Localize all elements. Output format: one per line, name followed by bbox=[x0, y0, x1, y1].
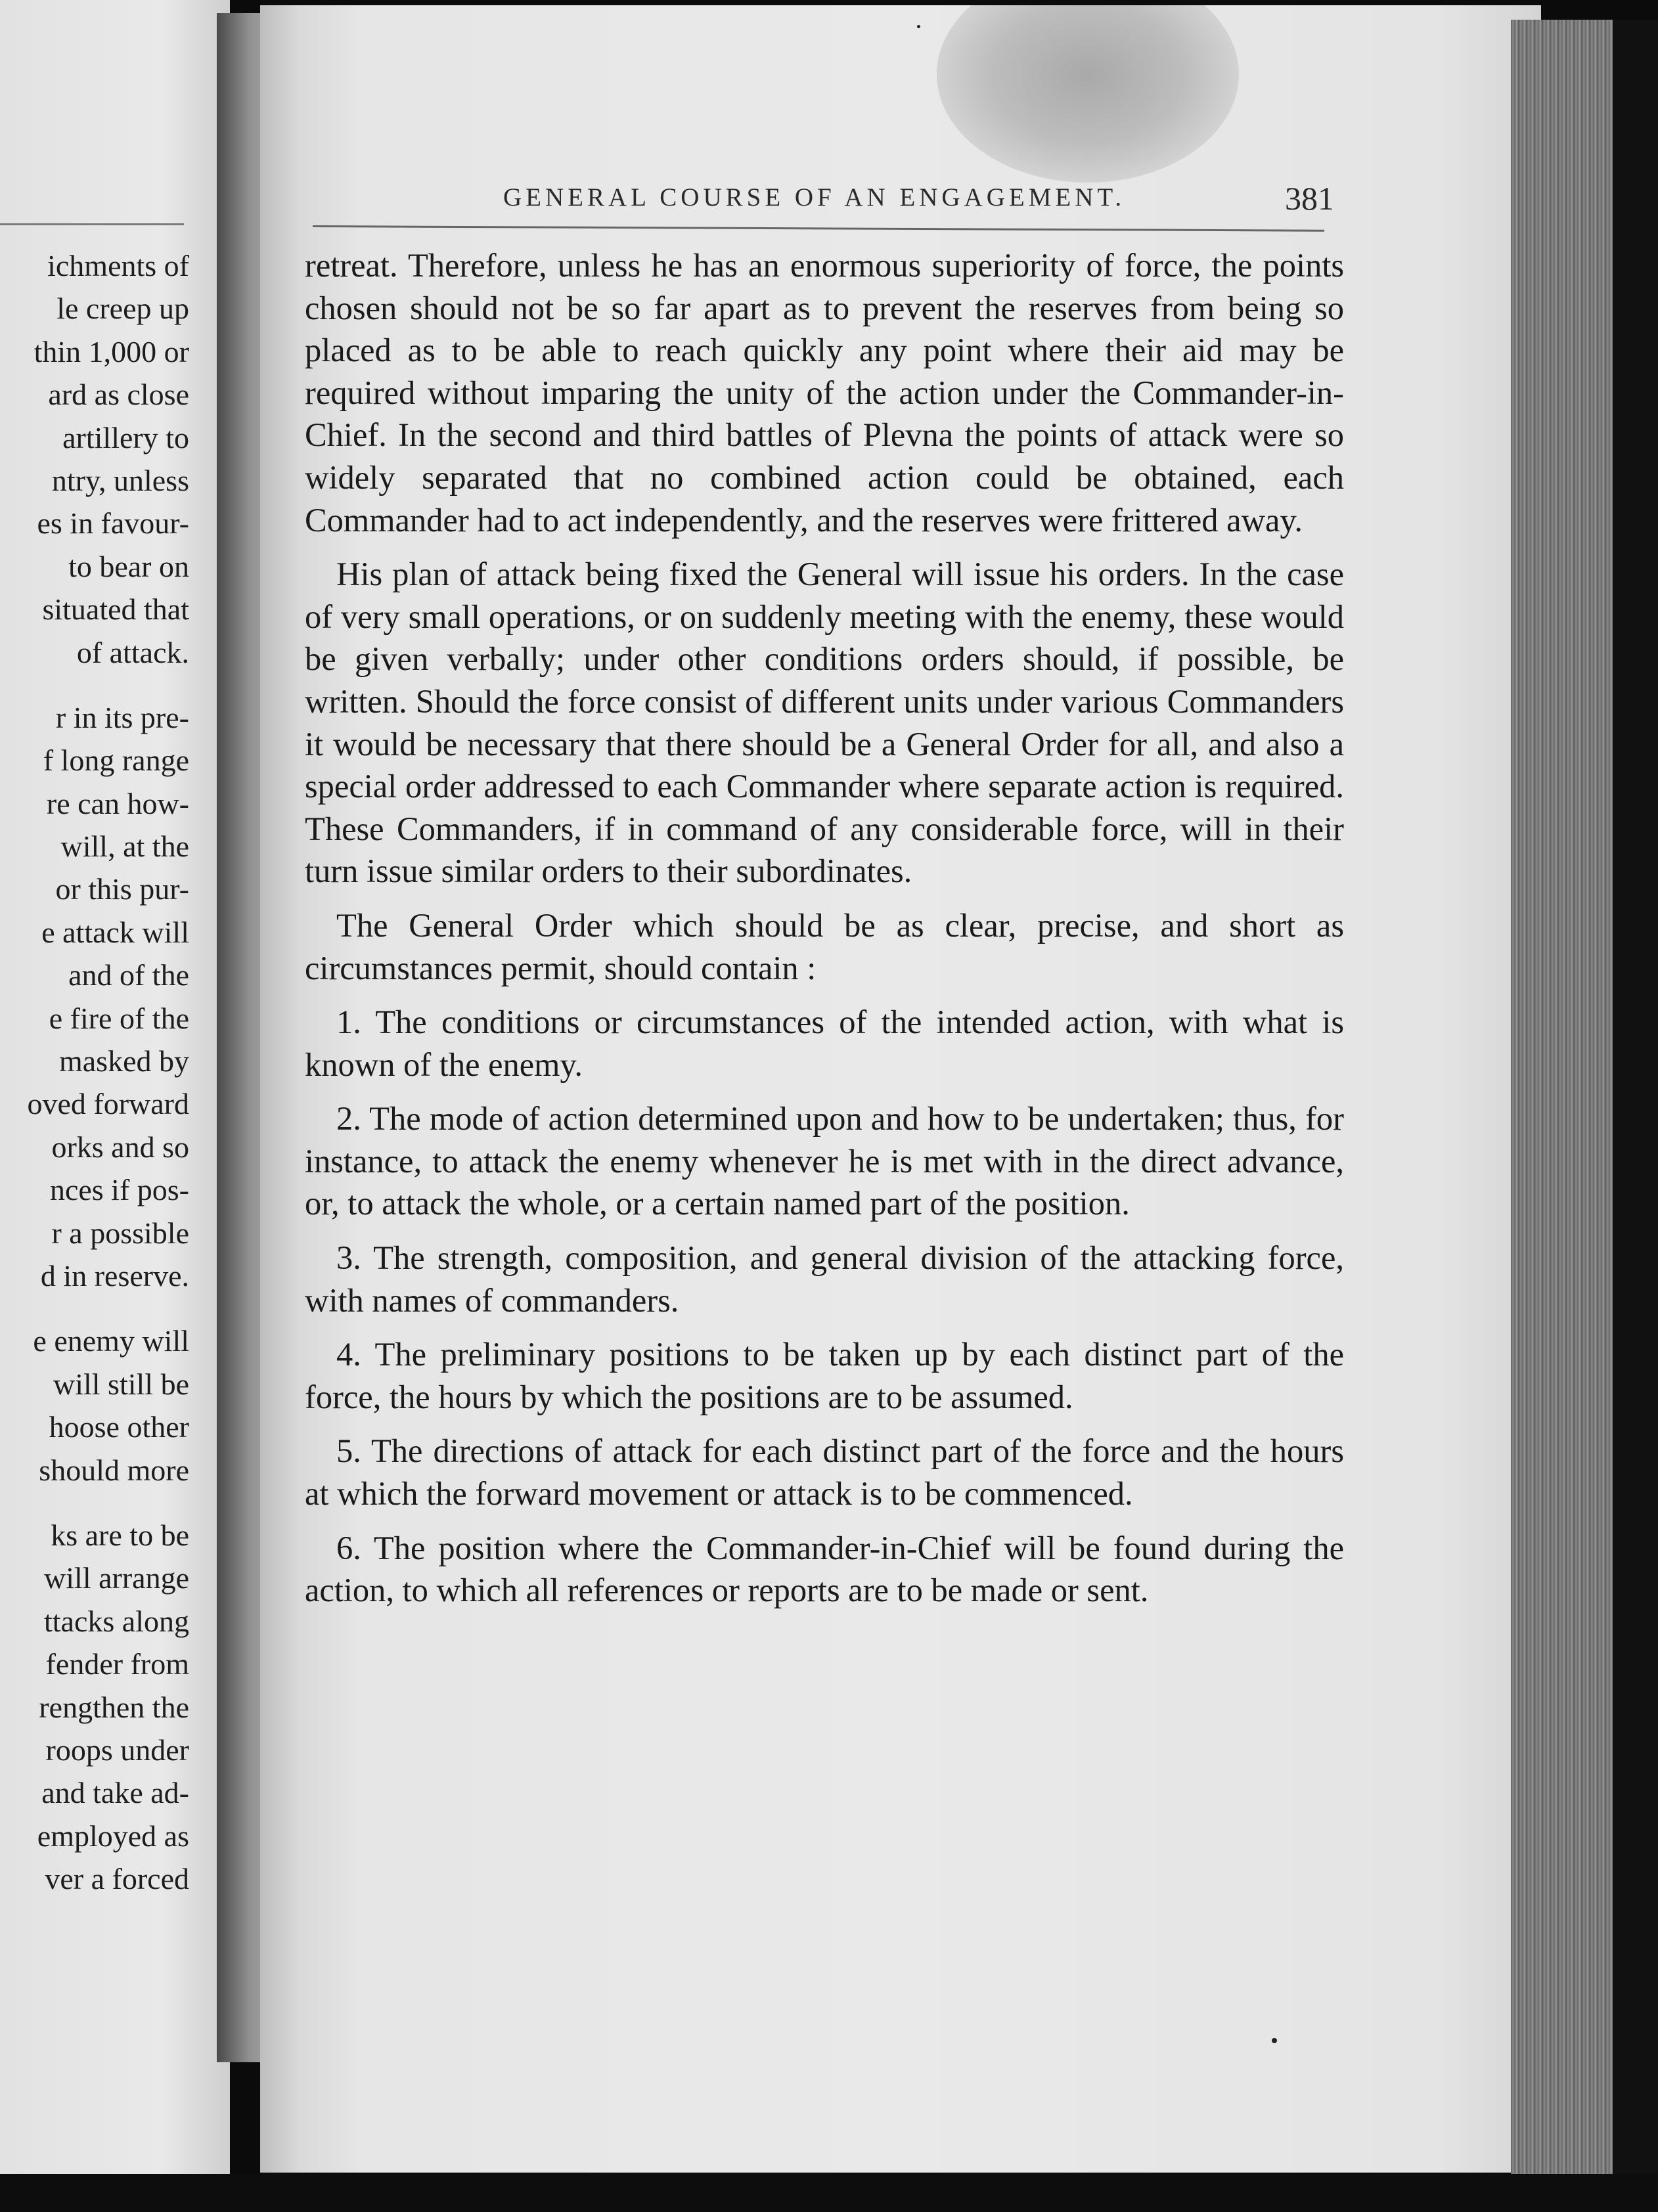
left-page-line bbox=[0, 1492, 189, 1514]
left-page-line: will still be bbox=[53, 1367, 189, 1401]
left-page-line: e attack will bbox=[41, 915, 189, 949]
body-text bbox=[305, 244, 1344, 1624]
list-item-2: 2. The mode of action determined upon and how to be undertaken; thus, for instance, to attack the enemy whenever he is met with in the direct advance, or, to attack the whole, or a certain named part of the position. bbox=[305, 1100, 1344, 1222]
left-page-line: roops under bbox=[45, 1733, 189, 1767]
left-page-line: d in reserve. bbox=[40, 1258, 189, 1293]
paragraph-plan-of-attack: His plan of attack being fixed the General will issue his orders. In the case of very small operations, or on suddenly meeting with the enemy, these would be given verbally; under other conditions orders should, if possible, be written. Should the force consist of different units under various Commanders it would be necessary that there should be a General Order for all, and also a special order addressed to each Commander where separate action is required. These Commanders, if in command of any considerable force, will in their turn issue similar orders to their subordinates. bbox=[305, 556, 1344, 890]
left-page-line: should more bbox=[39, 1453, 189, 1487]
left-page-line: situated that bbox=[42, 592, 189, 627]
left-page-header-rule bbox=[0, 223, 184, 225]
left-page-line: or this pur- bbox=[55, 872, 189, 906]
left-page-line: and of the bbox=[68, 958, 189, 992]
left-page-line: le creep up bbox=[56, 292, 189, 326]
left-page-line: ks are to be bbox=[51, 1518, 189, 1552]
left-page-line: re can how- bbox=[46, 786, 189, 820]
list-item-5: 5. The directions of attack for each distinct part of the force and the hours at which the forward movement or attack is to be commenced. bbox=[305, 1432, 1344, 1513]
page-stain bbox=[937, 5, 1239, 183]
left-page-line: ichments of bbox=[47, 249, 189, 282]
left-page-line: orks and so bbox=[51, 1130, 189, 1164]
left-page-line: ttacks along bbox=[44, 1604, 189, 1638]
left-page-line: artillery to bbox=[62, 420, 189, 454]
right-page bbox=[260, 5, 1541, 2173]
left-page-line: hoose other bbox=[49, 1410, 189, 1444]
left-page-line: e enemy will bbox=[33, 1324, 189, 1358]
left-page-line: f long range bbox=[43, 743, 189, 778]
running-head: GENERAL COURSE OF AN ENGAGEMENT. bbox=[503, 183, 1126, 211]
page-speck bbox=[1272, 2038, 1277, 2043]
left-page-line: e fire of the bbox=[49, 1001, 189, 1035]
paragraph-general-order: The General Order which should be as clear, precise, and short as circumstances permit, should contain : bbox=[305, 906, 1344, 986]
left-page-line: rengthen the bbox=[39, 1690, 189, 1724]
left-page-line: ntry, unless bbox=[51, 463, 189, 497]
left-page-line bbox=[0, 674, 189, 696]
list-item-6: 6. The position where the Commander-in-Chief will be found during the action, to which all references or reports are to be made or sent. bbox=[305, 1529, 1344, 1609]
left-page-line: es in favour- bbox=[37, 506, 189, 541]
page-edges bbox=[1511, 20, 1616, 2174]
left-page-line: nces if pos- bbox=[49, 1173, 189, 1207]
page-number: 381 bbox=[1285, 180, 1334, 217]
left-page-line: oved forward bbox=[27, 1087, 189, 1121]
left-page-line: and take ad- bbox=[41, 1776, 189, 1810]
left-page-line: r in its pre- bbox=[55, 700, 189, 734]
left-page-line: to bear on bbox=[68, 549, 189, 583]
left-page-line: masked by bbox=[58, 1044, 189, 1078]
page-speck bbox=[917, 25, 920, 28]
left-page-text-column bbox=[0, 244, 189, 1900]
left-page-line: ver a forced bbox=[45, 1862, 189, 1896]
left-page-line: employed as bbox=[37, 1819, 189, 1853]
left-page-line: will, at the bbox=[60, 830, 189, 864]
list-item-4: 4. The preliminary positions to be taken up by each distinct part of the force, the hours by which the positions are to be assumed. bbox=[305, 1336, 1344, 1415]
paragraph-retreat: retreat. Therefore, unless he has an enormous superiority of force, the points chosen should not be so far apart as to prevent the reserves from being so placed as to be able to reach quickly any point where their aid may be required without imparing the unity of the action under the Commander-in-Chief. In the second and third battles of Plevna the points of attack were so widely separated that no combined action could be obtained, each Commander had to act independently, and the reserves were frittered away. bbox=[305, 247, 1344, 539]
left-page-line: fender from bbox=[45, 1647, 189, 1681]
left-page-line: r a possible bbox=[51, 1216, 189, 1250]
edge-shadow bbox=[1613, 20, 1658, 2212]
left-page-line: of attack. bbox=[76, 635, 189, 669]
left-facing-page bbox=[0, 0, 230, 2190]
list-item-1: 1. The conditions or circumstances of the intended action, with what is known of the enemy. bbox=[305, 1004, 1344, 1083]
left-page-line: thin 1,000 or bbox=[34, 334, 189, 368]
header-rule bbox=[313, 225, 1324, 232]
bottom-shadow bbox=[0, 2174, 1658, 2212]
left-page-line: ard as close bbox=[48, 378, 189, 412]
list-item-3: 3. The strength, composition, and general division of the attacking force, with names of commanders. bbox=[305, 1239, 1344, 1319]
left-page-line: will arrange bbox=[44, 1561, 189, 1595]
left-page-line bbox=[0, 1297, 189, 1319]
